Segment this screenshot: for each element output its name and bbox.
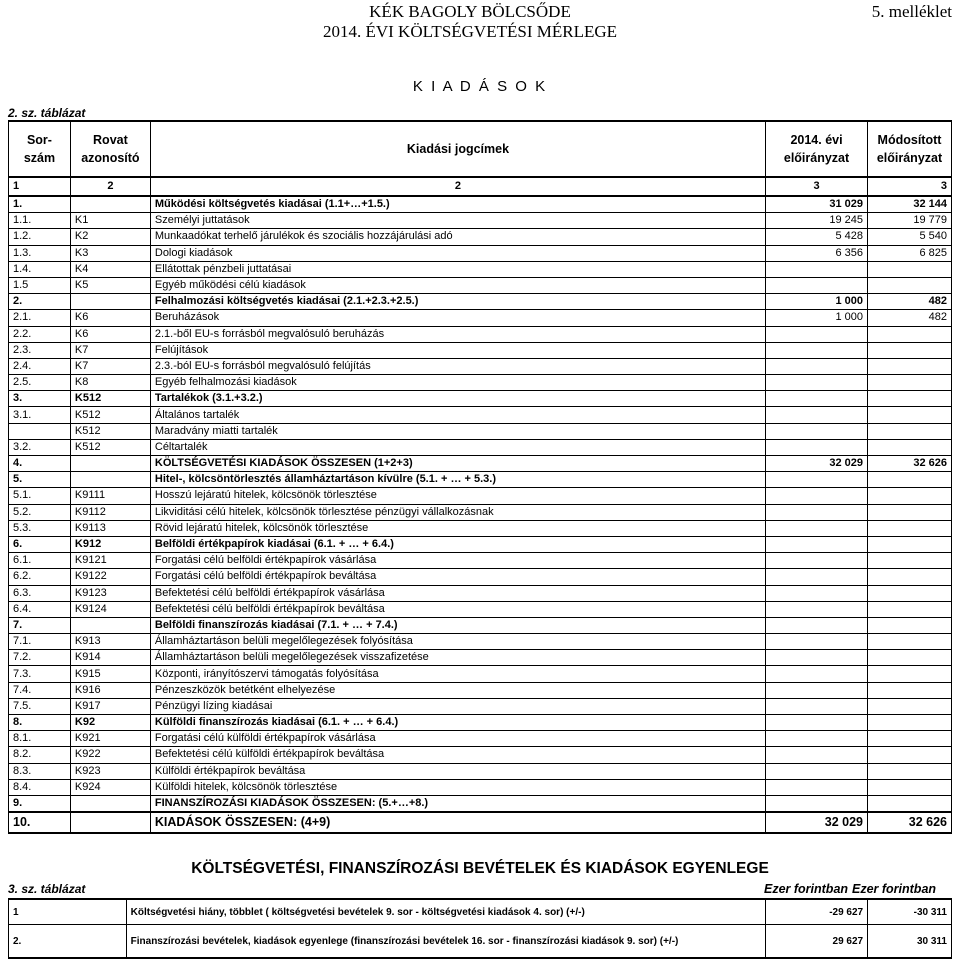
row-v1 (766, 326, 868, 342)
row-jogcim: Személyi juttatások (150, 213, 765, 229)
row-v2 (867, 375, 951, 391)
row-v1: 31 029 (766, 196, 868, 213)
row-rovat: K6 (70, 310, 150, 326)
row-v1 (766, 779, 868, 795)
row-sor: 6.2. (9, 569, 71, 585)
table-row (9, 277, 952, 293)
row-jogcim: Befektetési célú külföldi értékpapírok beváltása (150, 747, 765, 763)
row-v1: 32 029 (766, 456, 868, 472)
row-v2 (867, 763, 951, 779)
row-v1 (766, 423, 868, 439)
table-row (9, 666, 952, 682)
row-rovat: K921 (70, 731, 150, 747)
table-row (9, 747, 952, 763)
row-sor: 7.5. (9, 698, 71, 714)
row-v2 (867, 326, 951, 342)
row-v1 (766, 634, 868, 650)
row-sor: 2.4. (9, 358, 71, 374)
row-v2 (867, 472, 951, 488)
row-v2 (867, 698, 951, 714)
row-jogcim: Pénzeszközök betétként elhelyezése (150, 682, 765, 698)
org-name: KÉK BAGOLY BÖLCSŐDE (369, 2, 571, 21)
row-v2 (867, 553, 951, 569)
row-sor: 2.1. (9, 310, 71, 326)
row-v2 (867, 634, 951, 650)
colnum: 2 (70, 177, 150, 196)
row-jogcim: Rövid lejáratú hitelek, kölcsönök törlesztése (150, 520, 765, 536)
row-v1 (766, 553, 868, 569)
row-rovat: K913 (70, 634, 150, 650)
row-sor: 8.3. (9, 763, 71, 779)
row-jogcim: 2.3.-ból EU-s forrásból megvalósuló felújítás (150, 358, 765, 374)
row-sor: 6. (9, 536, 71, 552)
row-rovat: K92 (70, 715, 150, 731)
row-jogcim: Egyéb felhalmozási kiadások (150, 375, 765, 391)
colnum: 1 (9, 177, 71, 196)
row-sor: 2.5. (9, 375, 71, 391)
table-row (9, 601, 952, 617)
row-v1 (766, 277, 868, 293)
row-v1 (766, 439, 868, 455)
table-row (9, 650, 952, 666)
table-row (9, 553, 952, 569)
table-header-row (9, 121, 952, 177)
row-rovat (70, 795, 150, 812)
row-rovat: K9113 (70, 520, 150, 536)
row-rovat (70, 472, 150, 488)
balance-row (9, 925, 952, 959)
annex-label: 5. melléklet (871, 2, 952, 21)
row-jogcim: Működési költségvetés kiadásai (1.1+…+1.5.) (150, 196, 765, 213)
row-jogcim: Maradvány miatti tartalék (150, 423, 765, 439)
row-v2 (867, 520, 951, 536)
table-row (9, 326, 952, 342)
row-jogcim: Forgatási célú belföldi értékpapírok vásárlása (150, 553, 765, 569)
row-rovat: K512 (70, 439, 150, 455)
table-row (9, 585, 952, 601)
row-jogcim: Forgatási célú külföldi értékpapírok vásárlása (150, 731, 765, 747)
col-header-v1-text: 2014. évi előirányzat (783, 133, 850, 165)
row-jogcim: Likviditási célú hitelek, kölcsönök törlesztése pénzügyi vállalkozásnak (150, 504, 765, 520)
row-v2 (867, 391, 951, 407)
table-row (9, 375, 952, 391)
row-v1: 1 000 (766, 310, 868, 326)
colnum: 3 (867, 177, 951, 196)
row-sor: 1.3. (9, 245, 71, 261)
table-row (9, 488, 952, 504)
row-sor: 5. (9, 472, 71, 488)
col-header-eloiranyzat (766, 121, 868, 177)
row-sor: 7.2. (9, 650, 71, 666)
total-row (9, 812, 952, 833)
row-rovat: K5 (70, 277, 150, 293)
row-sor: 7.1. (9, 634, 71, 650)
balance-section-title: KÖLTSÉGVETÉSI, FINANSZÍROZÁSI BEVÉTELEK ÉS KIADÁSOK EGYENLEGE (191, 860, 769, 877)
row-rovat: K2 (70, 229, 150, 245)
table-row (9, 261, 952, 277)
row-v2: 482 (867, 294, 951, 310)
row-rovat: K7 (70, 358, 150, 374)
colnum: 2 (150, 177, 765, 196)
row-v1 (766, 261, 868, 277)
row-jogcim: Tartalékok (3.1.+3.2.) (150, 391, 765, 407)
balance-row (9, 899, 952, 925)
row-v1 (766, 569, 868, 585)
row-sor: 9. (9, 795, 71, 812)
table-row (9, 472, 952, 488)
expenditure-table (8, 120, 952, 834)
balance-v1: -29 627 (766, 899, 868, 925)
row-rovat: K924 (70, 779, 150, 795)
row-v2 (867, 504, 951, 520)
row-rovat: K9122 (70, 569, 150, 585)
row-v2 (867, 747, 951, 763)
row-v2: 32 144 (867, 196, 951, 213)
row-rovat: K512 (70, 391, 150, 407)
row-jogcim: Hosszú lejáratú hitelek, kölcsönök törlesztése (150, 488, 765, 504)
row-sor: 6.4. (9, 601, 71, 617)
balance-table (8, 898, 952, 959)
row-rovat: K922 (70, 747, 150, 763)
table-row (9, 795, 952, 812)
row-v2 (867, 682, 951, 698)
table-row (9, 294, 952, 310)
row-rovat: K512 (70, 407, 150, 423)
table-row (9, 536, 952, 552)
total-v1: 32 029 (766, 812, 868, 833)
row-rovat: K4 (70, 261, 150, 277)
row-v2: 482 (867, 310, 951, 326)
row-v2 (867, 585, 951, 601)
row-v1 (766, 585, 868, 601)
row-sor: 8.2. (9, 747, 71, 763)
document-title (250, 2, 690, 42)
row-sor: 1.5 (9, 277, 71, 293)
row-v1 (766, 504, 868, 520)
unit-label-1: Ezer forintban (764, 882, 849, 896)
table-row (9, 439, 952, 455)
row-jogcim: Általános tartalék (150, 407, 765, 423)
row-v1 (766, 763, 868, 779)
total-rovat (70, 812, 150, 833)
row-v1 (766, 391, 868, 407)
table-row (9, 779, 952, 795)
row-v2 (867, 536, 951, 552)
row-jogcim: Ellátottak pénzbeli juttatásai (150, 261, 765, 277)
row-rovat (70, 456, 150, 472)
row-sor: 8. (9, 715, 71, 731)
row-v1 (766, 520, 868, 536)
row-v1: 5 428 (766, 229, 868, 245)
table-row (9, 731, 952, 747)
row-sor (9, 423, 71, 439)
row-jogcim: Külföldi értékpapírok beváltása (150, 763, 765, 779)
row-v1 (766, 601, 868, 617)
row-v1 (766, 375, 868, 391)
row-rovat (70, 196, 150, 213)
row-sor: 3.2. (9, 439, 71, 455)
row-sor: 3.1. (9, 407, 71, 423)
row-v2: 5 540 (867, 229, 951, 245)
row-v2 (867, 261, 951, 277)
col-header-jogcim: Kiadási jogcímek (150, 121, 765, 177)
row-sor: 8.4. (9, 779, 71, 795)
row-sor: 1.2. (9, 229, 71, 245)
row-rovat (70, 617, 150, 633)
row-sor: 1. (9, 196, 71, 213)
balance-v2: 30 311 (868, 925, 952, 959)
row-v1: 19 245 (766, 213, 868, 229)
row-v2 (867, 617, 951, 633)
row-v2 (867, 439, 951, 455)
col-header-sor (9, 121, 71, 177)
table-row (9, 682, 952, 698)
row-v1 (766, 731, 868, 747)
row-v2 (867, 779, 951, 795)
row-v2 (867, 423, 951, 439)
balance-v1: 29 627 (766, 925, 868, 959)
row-v2 (867, 650, 951, 666)
table-label: 2. sz. táblázat (8, 106, 86, 120)
document-subtitle: 2014. ÉVI KÖLTSÉGVETÉSI MÉRLEGE (322, 22, 617, 41)
row-jogcim: Belföldi értékpapírok kiadásai (6.1. + … + 6.4.) (150, 536, 765, 552)
table-row (9, 310, 952, 326)
row-jogcim: Pénzügyi lízing kiadásai (150, 698, 765, 714)
row-v2: 19 779 (867, 213, 951, 229)
row-rovat: K912 (70, 536, 150, 552)
row-rovat: K917 (70, 698, 150, 714)
table-row (9, 391, 952, 407)
balance-table-label: 3. sz. táblázat (8, 882, 86, 896)
row-v1 (766, 666, 868, 682)
balance-sor: 1 (9, 899, 127, 925)
row-v1 (766, 715, 868, 731)
row-rovat: K9112 (70, 504, 150, 520)
row-jogcim: Államháztartáson belüli megelőlegezések visszafizetése (150, 650, 765, 666)
table-row (9, 698, 952, 714)
column-number-row (9, 177, 952, 196)
row-rovat: K915 (70, 666, 150, 682)
row-sor: 1.4. (9, 261, 71, 277)
row-v1 (766, 488, 868, 504)
row-sor: 8.1. (9, 731, 71, 747)
row-v2 (867, 277, 951, 293)
row-v2 (867, 358, 951, 374)
row-v1 (766, 747, 868, 763)
col-header-rovat (70, 121, 150, 177)
row-jogcim: Beruházások (150, 310, 765, 326)
total-name: KIADÁSOK ÖSSZESEN: (4+9) (150, 812, 765, 833)
row-sor: 4. (9, 456, 71, 472)
table-row (9, 213, 952, 229)
row-v1 (766, 358, 868, 374)
row-rovat: K1 (70, 213, 150, 229)
row-sor: 1.1. (9, 213, 71, 229)
row-rovat (70, 294, 150, 310)
row-rovat: K3 (70, 245, 150, 261)
row-jogcim: FINANSZÍROZÁSI KIADÁSOK ÖSSZESEN: (5.+…+8.) (150, 795, 765, 812)
row-sor: 7. (9, 617, 71, 633)
col-header-modositott (867, 121, 951, 177)
table-row (9, 763, 952, 779)
balance-name: Finanszírozási bevételek, kiadások egyenlege (finanszírozási bevételek 16. sor - finanszírozási kiadások 9. sor) (+/-) (126, 925, 766, 959)
row-sor: 2.2. (9, 326, 71, 342)
row-v2 (867, 601, 951, 617)
table-row (9, 423, 952, 439)
row-jogcim: Központi, irányítószervi támogatás folyósítása (150, 666, 765, 682)
row-v2: 6 825 (867, 245, 951, 261)
table-row (9, 617, 952, 633)
row-jogcim: Dologi kiadások (150, 245, 765, 261)
table-row (9, 245, 952, 261)
row-jogcim: Befektetési célú belföldi értékpapírok vásárlása (150, 585, 765, 601)
row-jogcim: Belföldi finanszírozás kiadásai (7.1. + … + 7.4.) (150, 617, 765, 633)
row-jogcim: 2.1.-ből EU-s forrásból megvalósuló beruházás (150, 326, 765, 342)
row-sor: 2. (9, 294, 71, 310)
row-sor: 5.1. (9, 488, 71, 504)
row-rovat: K512 (70, 423, 150, 439)
row-v1 (766, 650, 868, 666)
row-sor: 3. (9, 391, 71, 407)
row-jogcim: Felhalmozási költségvetés kiadásai (2.1.+2.3.+2.5.) (150, 294, 765, 310)
row-rovat: K7 (70, 342, 150, 358)
row-v2 (867, 795, 951, 812)
row-v1 (766, 698, 868, 714)
row-v2: 32 626 (867, 456, 951, 472)
row-rovat: K9124 (70, 601, 150, 617)
row-rovat: K9111 (70, 488, 150, 504)
row-rovat: K9123 (70, 585, 150, 601)
row-v2 (867, 731, 951, 747)
table-row (9, 504, 952, 520)
row-sor: 6.3. (9, 585, 71, 601)
row-v2 (867, 569, 951, 585)
row-v1 (766, 617, 868, 633)
row-v2 (867, 342, 951, 358)
row-v1 (766, 795, 868, 812)
row-sor: 5.2. (9, 504, 71, 520)
balance-name: Költségvetési hiány, többlet ( költségvetési bevételek 9. sor - költségvetési kiadások 4. sor) (+/-) (126, 899, 766, 925)
row-sor: 7.3. (9, 666, 71, 682)
row-jogcim: Államháztartáson belüli megelőlegezések folyósítása (150, 634, 765, 650)
table-row (9, 358, 952, 374)
row-rovat: K923 (70, 763, 150, 779)
col-header-v2-text: Módosított előirányzat (876, 133, 943, 165)
row-v1 (766, 682, 868, 698)
section-title: K I A D Á S O K (412, 78, 548, 95)
row-jogcim: Felújítások (150, 342, 765, 358)
row-rovat: K9121 (70, 553, 150, 569)
row-jogcim: KÖLTSÉGVETÉSI KIADÁSOK ÖSSZESEN (1+2+3) (150, 456, 765, 472)
row-v2 (867, 715, 951, 731)
row-jogcim: Egyéb működési célú kiadások (150, 277, 765, 293)
row-sor: 2.3. (9, 342, 71, 358)
total-v2: 32 626 (867, 812, 951, 833)
row-rovat: K914 (70, 650, 150, 666)
balance-sor: 2. (9, 925, 127, 959)
row-v2 (867, 488, 951, 504)
table-row (9, 229, 952, 245)
table-row (9, 520, 952, 536)
row-rovat: K8 (70, 375, 150, 391)
row-v1: 1 000 (766, 294, 868, 310)
row-v2 (867, 666, 951, 682)
unit-label-2: Ezer forintban (852, 882, 937, 896)
row-jogcim: Forgatási célú belföldi értékpapírok beváltása (150, 569, 765, 585)
table-row (9, 569, 952, 585)
row-rovat: K916 (70, 682, 150, 698)
row-v1 (766, 536, 868, 552)
row-jogcim: Külföldi hitelek, kölcsönök törlesztése (150, 779, 765, 795)
table-row (9, 715, 952, 731)
table-row (9, 342, 952, 358)
row-sor: 6.1. (9, 553, 71, 569)
row-v1 (766, 472, 868, 488)
colnum: 3 (766, 177, 868, 196)
row-jogcim: Hitel-, kölcsöntörlesztés államháztartáson kívülre (5.1. + … + 5.3.) (150, 472, 765, 488)
row-jogcim: Befektetési célú belföldi értékpapírok beváltása (150, 601, 765, 617)
row-v1: 6 356 (766, 245, 868, 261)
row-v1 (766, 407, 868, 423)
col-header-sor-text: Sor- szám (23, 133, 56, 165)
table-row (9, 634, 952, 650)
row-rovat: K6 (70, 326, 150, 342)
row-jogcim: Munkaadókat terhelő járulékok és szociális hozzájárulási adó (150, 229, 765, 245)
col-header-rovat-text: Rovat azonosító (81, 133, 140, 165)
table-row (9, 196, 952, 213)
total-sor: 10. (9, 812, 71, 833)
row-sor: 7.4. (9, 682, 71, 698)
table-row (9, 407, 952, 423)
row-sor: 5.3. (9, 520, 71, 536)
row-v2 (867, 407, 951, 423)
row-v1 (766, 342, 868, 358)
balance-v2: -30 311 (868, 899, 952, 925)
row-jogcim: Céltartalék (150, 439, 765, 455)
table-row (9, 456, 952, 472)
row-jogcim: Külföldi finanszírozás kiadásai (6.1. + … + 6.4.) (150, 715, 765, 731)
